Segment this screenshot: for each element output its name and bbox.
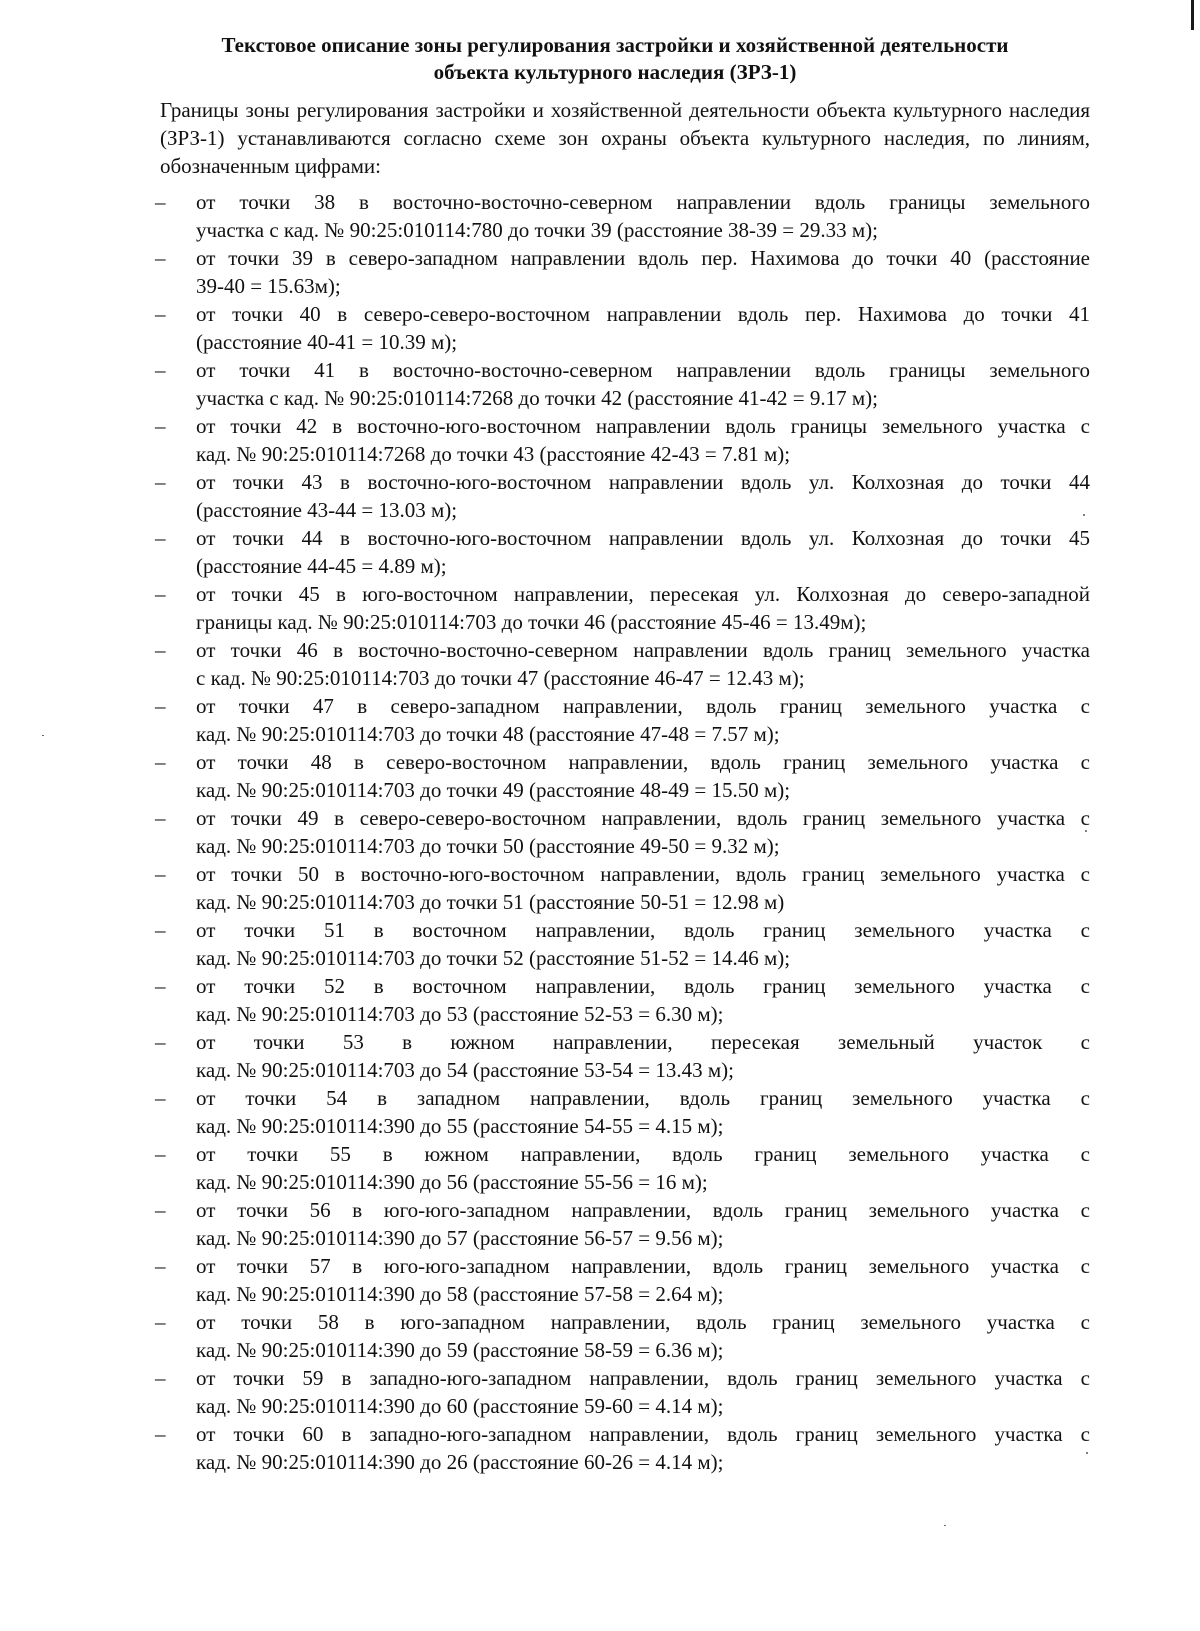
item-line-2: кад. № 90:25:010114:390 до 58 (расстояние 57-58 = 2.64 м);: [196, 1282, 724, 1306]
list-dash: –: [155, 974, 166, 998]
list-dash: –: [155, 806, 166, 830]
scan-speck: [944, 1525, 946, 1526]
item-line-1: от точки 60 в западно-юго-западном направлении, вдоль границ земельного участка с: [196, 1422, 1090, 1446]
item-line-2: (расстояние 43-44 = 13.03 м);: [196, 498, 458, 522]
item-line-1: от точки 53 в южном направлении, пересекая земельный участок с: [196, 1030, 1090, 1054]
scan-speck: [1085, 830, 1087, 832]
item-line-1: от точки 56 в юго-юго-западном направлении, вдоль границ земельного участка с: [196, 1198, 1090, 1222]
item-line-2: 39-40 = 15.63м);: [196, 274, 341, 298]
item-line-2: участка с кад. № 90:25:010114:7268 до точки 42 (расстояние 41-42 = 9.17 м);: [196, 386, 878, 410]
item-line-2: кад. № 90:25:010114:703 до 53 (расстояние 52-53 = 6.30 м);: [196, 1002, 724, 1026]
item-line-2: кад. № 90:25:010114:390 до 60 (расстояние 59-60 = 4.14 м);: [196, 1394, 724, 1418]
title-line-1: Текстовое описание зоны регулирования застройки и хозяйственной деятельности: [221, 33, 1009, 57]
item-line-2: участка с кад. № 90:25:010114:780 до точки 39 (расстояние 38-39 = 29.33 м);: [196, 218, 878, 242]
boundary-segment-item: [155, 356, 1090, 412]
list-dash: –: [155, 862, 166, 886]
item-line-2: кад. № 90:25:010114:703 до точки 52 (расстояние 51-52 = 14.46 м);: [196, 946, 791, 970]
list-dash: –: [155, 302, 166, 326]
list-dash: –: [155, 246, 166, 270]
item-line-1: от точки 39 в северо-западном направлении вдоль пер. Нахимова до точки 40 (расстояние: [196, 246, 1090, 270]
item-line-2: кад. № 90:25:010114:703 до точки 48 (расстояние 47-48 = 7.57 м);: [196, 722, 780, 746]
item-line-1: от точки 40 в северо-северо-восточном направлении вдоль пер. Нахимова до точки 41: [196, 302, 1090, 326]
boundary-segment-item: [155, 1252, 1090, 1308]
item-line-2: кад. № 90:25:010114:390 до 55 (расстояние 54-55 = 4.15 м);: [196, 1114, 724, 1138]
boundary-segment-item: [155, 804, 1090, 860]
item-line-1: от точки 42 в восточно-юго-восточном направлении вдоль границы земельного участка с: [196, 414, 1090, 438]
item-line-2: (расстояние 44-45 = 4.89 м);: [196, 554, 447, 578]
item-line-1: от точки 45 в юго-восточном направлении, пересекая ул. Колхозная до северо-западной: [196, 582, 1090, 606]
list-dash: –: [155, 750, 166, 774]
boundary-segment-item: [155, 1196, 1090, 1252]
item-line-2: кад. № 90:25:010114:390 до 59 (расстояние 58-59 = 6.36 м);: [196, 1338, 724, 1362]
item-line-1: от точки 57 в юго-юго-западном направлении, вдоль границ земельного участка с: [196, 1254, 1090, 1278]
item-line-2: кад. № 90:25:010114:390 до 56 (расстояние 55-56 = 16 м);: [196, 1170, 708, 1194]
boundary-segment-item: [155, 580, 1090, 636]
list-dash: –: [155, 526, 166, 550]
item-line-2: кад. № 90:25:010114:390 до 57 (расстояние 56-57 = 9.56 м);: [196, 1226, 724, 1250]
list-dash: –: [155, 358, 166, 382]
list-dash: –: [155, 638, 166, 662]
boundary-segment-item: [155, 300, 1090, 356]
item-line-2: кад. № 90:25:010114:703 до 54 (расстояние 53-54 = 13.43 м);: [196, 1058, 734, 1082]
item-line-2: кад. № 90:25:010114:703 до точки 49 (расстояние 48-49 = 15.50 м);: [196, 778, 791, 802]
boundary-point-list: [155, 188, 1090, 1476]
boundary-segment-item: [155, 1140, 1090, 1196]
item-line-2: с кад. № 90:25:010114:703 до точки 47 (расстояние 46-47 = 12.43 м);: [196, 666, 805, 690]
boundary-segment-item: [155, 1364, 1090, 1420]
item-line-1: от точки 55 в южном направлении, вдоль границ земельного участка с: [196, 1142, 1090, 1166]
list-dash: –: [155, 414, 166, 438]
boundary-segment-item: [155, 244, 1090, 300]
boundary-segment-item: [155, 412, 1090, 468]
title-line-2: объекта культурного наследия (ЗРЗ-1): [433, 60, 797, 84]
boundary-segment-item: [155, 1420, 1090, 1476]
item-line-2: кад. № 90:25:010114:390 до 26 (расстояние 60-26 = 4.14 м);: [196, 1450, 724, 1474]
list-dash: –: [155, 1086, 166, 1110]
item-line-1: от точки 47 в северо-западном направлении, вдоль границ земельного участка с: [196, 694, 1090, 718]
boundary-segment-item: [155, 636, 1090, 692]
list-dash: –: [155, 1310, 166, 1334]
item-line-1: от точки 59 в западно-юго-западном направлении, вдоль границ земельного участка с: [196, 1366, 1090, 1390]
boundary-segment-item: [155, 524, 1090, 580]
boundary-segment-item: [155, 468, 1090, 524]
boundary-segment-item: [155, 1308, 1090, 1364]
item-line-1: от точки 52 в восточном направлении, вдоль границ земельного участка с: [196, 974, 1090, 998]
item-line-1: от точки 43 в восточно-юго-восточном направлении вдоль ул. Колхозная до точки 44: [196, 470, 1090, 494]
scan-edge-mark: [1191, 0, 1194, 30]
item-line-1: от точки 38 в восточно-восточно-северном направлении вдоль границы земельного: [196, 190, 1090, 214]
item-line-2: (расстояние 40-41 = 10.39 м);: [196, 330, 458, 354]
item-line-1: от точки 48 в северо-восточном направлении, вдоль границ земельного участка с: [196, 750, 1090, 774]
list-dash: –: [155, 582, 166, 606]
scan-speck: [1086, 1452, 1088, 1454]
item-line-1: от точки 44 в восточно-юго-восточном направлении вдоль ул. Колхозная до точки 45: [196, 526, 1090, 550]
list-dash: –: [155, 1422, 166, 1446]
boundary-segment-item: [155, 972, 1090, 1028]
intro-paragraph: Границы зоны регулирования застройки и хозяйственной деятельности объекта культурного наследия (ЗРЗ-1) устанавливаются согласно схеме зон охраны объекта культурного наследия, по линиям, обозначенным цифрами:: [160, 98, 1090, 178]
list-dash: –: [155, 470, 166, 494]
scan-speck: [42, 735, 44, 736]
item-line-1: от точки 50 в восточно-юго-восточном направлении, вдоль границ земельного участка с: [196, 862, 1090, 886]
boundary-segment-item: [155, 1028, 1090, 1084]
item-line-1: от точки 54 в западном направлении, вдоль границ земельного участка с: [196, 1086, 1090, 1110]
list-dash: –: [155, 190, 166, 214]
scan-speck: [1083, 514, 1085, 516]
boundary-segment-item: [155, 188, 1090, 244]
list-dash: –: [155, 1142, 166, 1166]
item-line-1: от точки 58 в юго-западном направлении, вдоль границ земельного участка с: [196, 1310, 1090, 1334]
item-line-1: от точки 51 в восточном направлении, вдоль границ земельного участка с: [196, 918, 1090, 942]
list-dash: –: [155, 1030, 166, 1054]
item-line-2: кад. № 90:25:010114:703 до точки 51 (расстояние 50-51 = 12.98 м): [196, 890, 785, 914]
list-dash: –: [155, 918, 166, 942]
boundary-segment-item: [155, 916, 1090, 972]
boundary-segment-item: [155, 692, 1090, 748]
boundary-segment-item: [155, 748, 1090, 804]
item-line-1: от точки 46 в восточно-восточно-северном направлении вдоль границ земельного участка: [196, 638, 1090, 662]
list-dash: –: [155, 1198, 166, 1222]
item-line-1: от точки 41 в восточно-восточно-северном направлении вдоль границы земельного: [196, 358, 1090, 382]
boundary-segment-item: [155, 860, 1090, 916]
item-line-1: от точки 49 в северо-северо-восточном направлении, вдоль границ земельного участка с: [196, 806, 1090, 830]
list-dash: –: [155, 1366, 166, 1390]
boundary-segment-item: [155, 1084, 1090, 1140]
item-line-2: кад. № 90:25:010114:7268 до точки 43 (расстояние 42-43 = 7.81 м);: [196, 442, 791, 466]
item-line-2: границы кад. № 90:25:010114:703 до точки 46 (расстояние 45-46 = 13.49м);: [196, 610, 867, 634]
list-dash: –: [155, 1254, 166, 1278]
item-line-2: кад. № 90:25:010114:703 до точки 50 (расстояние 49-50 = 9.32 м);: [196, 834, 780, 858]
list-dash: –: [155, 694, 166, 718]
page-title: [150, 32, 1080, 86]
